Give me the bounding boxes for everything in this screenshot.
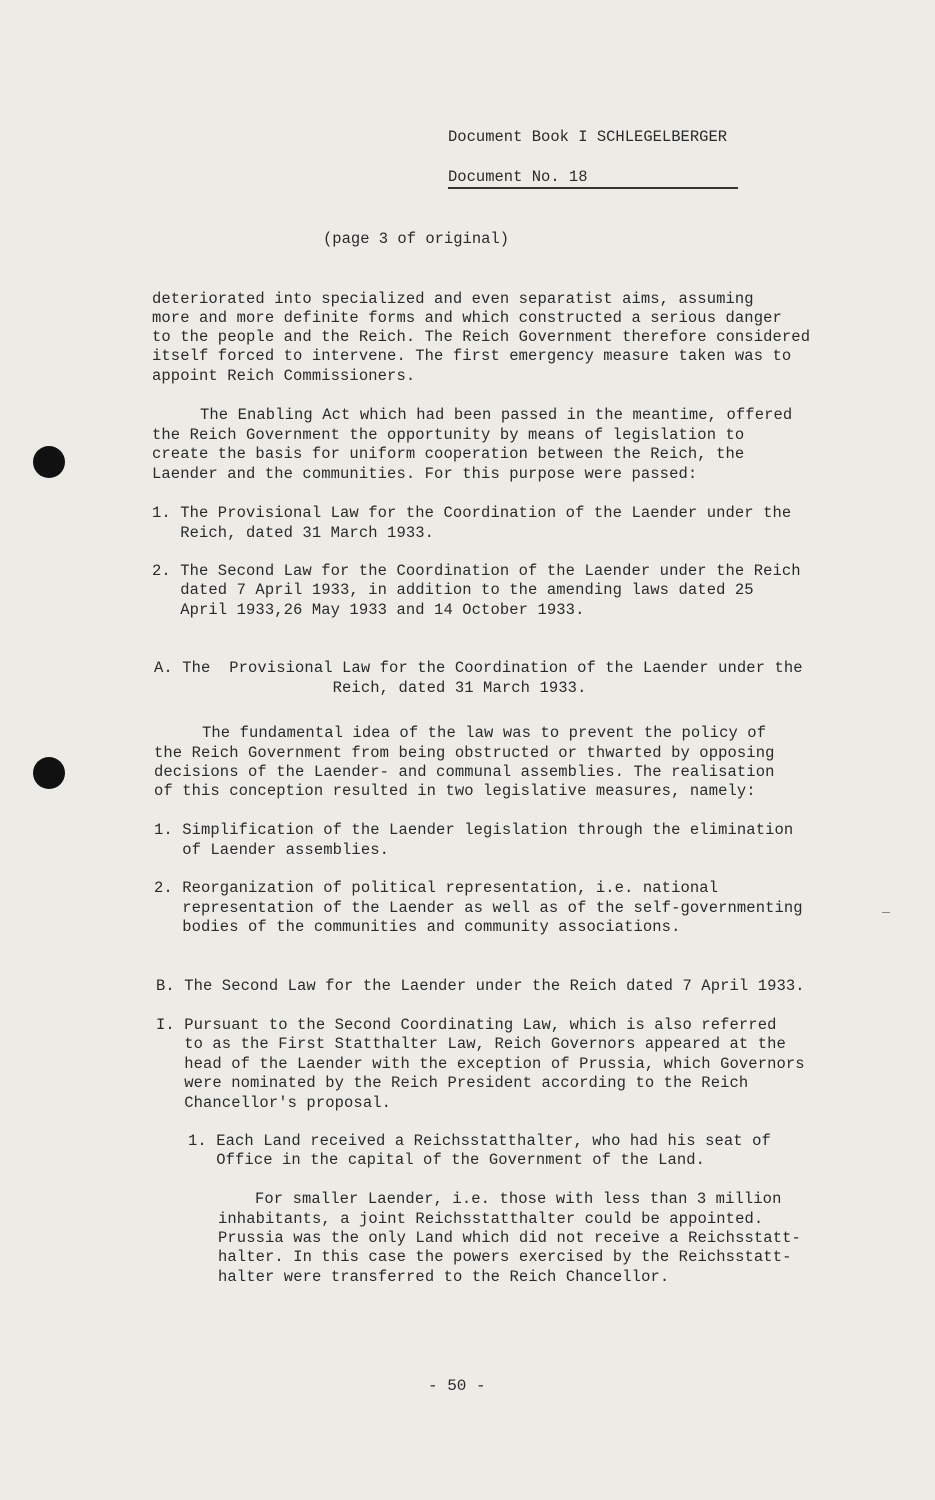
- text-line: 2. Reorganization of political representation, i.e. national: [154, 879, 719, 897]
- text-line: bodies of the communities and community associations.: [154, 918, 681, 936]
- text-line: inhabitants, a joint Reichsstatthalter could be appointed.: [218, 1210, 764, 1228]
- text-line: decisions of the Laender- and communal assemblies. The realisation: [154, 763, 775, 781]
- text-line: of this conception resulted in two legislative measures, namely:: [154, 782, 756, 800]
- page-reference: (page 3 of original): [323, 230, 510, 248]
- text-line: halter were transferred to the Reich Chancellor.: [218, 1268, 670, 1286]
- text-line: head of the Laender with the exception of Prussia, which Governors: [156, 1055, 805, 1073]
- text-line: Reich, dated 31 March 1933.: [154, 679, 587, 697]
- document-book-label: Document Book I SCHLEGELBERGER: [448, 128, 728, 146]
- document-number: Document No. 18: [448, 168, 588, 186]
- page-number: - 50 -: [428, 1377, 486, 1395]
- text-line: more and more definite forms and which constructed a serious danger: [152, 309, 782, 327]
- text-line: were nominated by the Reich President according to the Reich: [156, 1074, 749, 1092]
- text-line: appoint Reich Commissioners.: [152, 367, 416, 385]
- text-line: The fundamental idea of the law was to prevent the policy of: [202, 724, 767, 742]
- punch-hole-top: [33, 446, 65, 478]
- text-line: Laender and the communities. For this purpose were passed:: [152, 465, 698, 483]
- text-line: representation of the Laender as well as of the self-governmenting: [154, 899, 803, 917]
- text-line: April 1933,26 May 1933 and 14 October 1933.: [152, 601, 585, 619]
- text-line: the Reich Government from being obstructed or thwarted by opposing: [154, 744, 775, 762]
- text-line: of Laender assemblies.: [154, 841, 390, 859]
- text-line: 1. The Provisional Law for the Coordination of the Laender under the: [152, 504, 792, 522]
- text-line: Prussia was the only Land which did not receive a Reichsstatt-: [218, 1229, 801, 1247]
- text-line: 1. Simplification of the Laender legislation through the elimination: [154, 821, 794, 839]
- section-b-heading: B. The Second Law for the Laender under the Reich dated 7 April 1933.: [156, 977, 805, 995]
- text-line: The Enabling Act which had been passed in the meantime, offered: [200, 406, 793, 424]
- text-line: I. Pursuant to the Second Coordinating Law, which is also referred: [156, 1016, 777, 1034]
- text-line: For smaller Laender, i.e. those with less than 3 million: [255, 1190, 782, 1208]
- text-line: create the basis for uniform cooperation between the Reich, the: [152, 445, 745, 463]
- text-line: itself forced to intervene. The first emergency measure taken was to: [152, 347, 792, 365]
- text-line: to the people and the Reich. The Reich Government therefore considered: [152, 328, 811, 346]
- text-line: halter. In this case the powers exercised by the Reichsstatt-: [218, 1248, 792, 1266]
- text-line: Chancellor's proposal.: [156, 1094, 392, 1112]
- text-line: Reich, dated 31 March 1933.: [152, 524, 435, 542]
- text-line: dated 7 April 1933, in addition to the amending laws dated 25: [152, 581, 754, 599]
- text-line: A. The Provisional Law for the Coordination of the Laender under the: [154, 659, 803, 677]
- text-line: 1. Each Land received a Reichsstatthalter, who had his seat of: [188, 1132, 771, 1150]
- margin-mark: [882, 912, 890, 913]
- text-line: the Reich Government the opportunity by means of legislation to: [152, 426, 745, 444]
- text-line: deteriorated into specialized and even separatist aims, assuming: [152, 290, 754, 308]
- punch-hole-bottom: [33, 757, 65, 789]
- text-line: 2. The Second Law for the Coordination of the Laender under the Reich: [152, 562, 801, 580]
- text-line: Office in the capital of the Government of the Land.: [188, 1151, 706, 1169]
- document-number-underline: [448, 187, 738, 189]
- text-line: to as the First Statthalter Law, Reich Governors appeared at the: [156, 1035, 786, 1053]
